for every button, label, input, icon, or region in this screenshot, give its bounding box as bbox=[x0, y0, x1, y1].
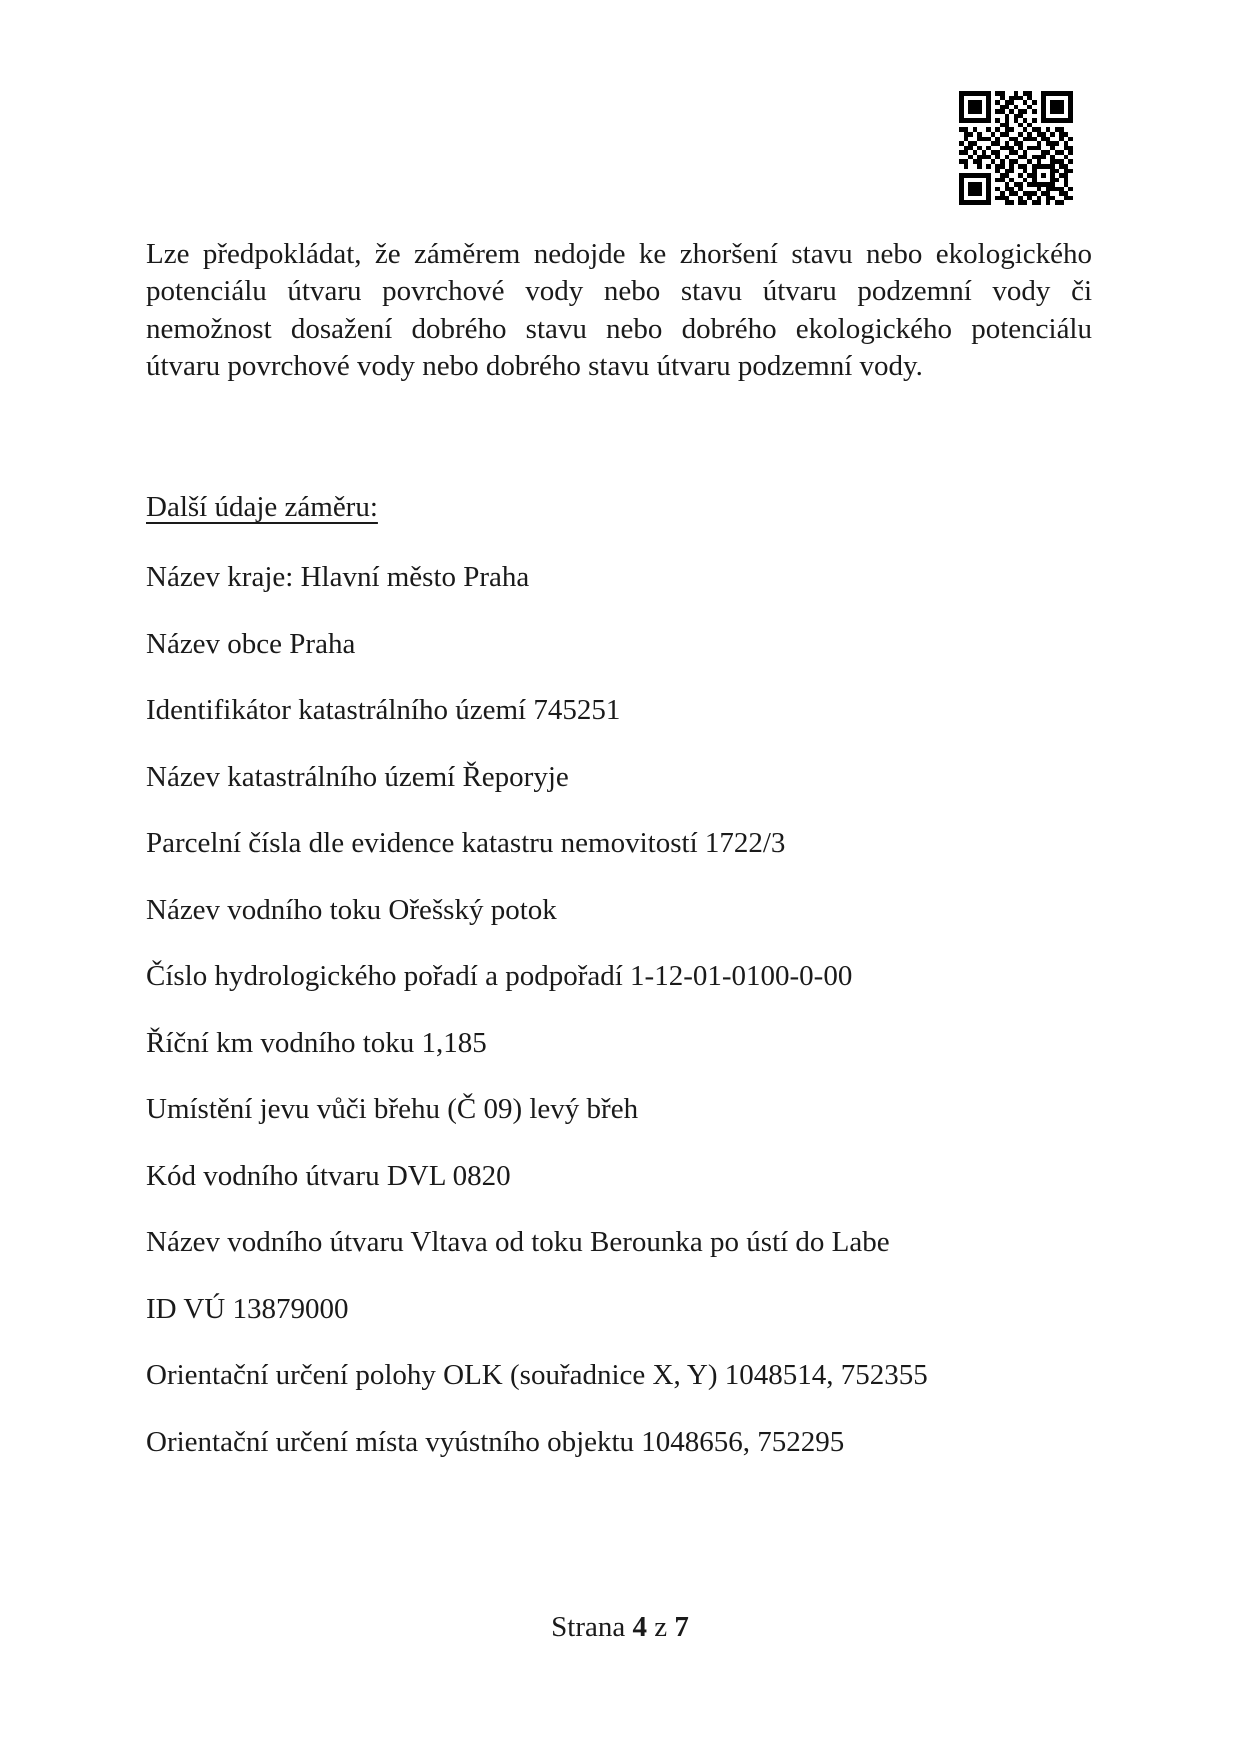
list-item-river-km: Říční km vodního toku 1,185 bbox=[146, 1026, 487, 1059]
list-item-municipality-name: Název obce Praha bbox=[146, 627, 356, 660]
qr-code bbox=[959, 91, 1073, 205]
list-item-hydrological-order: Číslo hydrologického pořadí a podpořadí 1-12-01-0100-0-00 bbox=[146, 960, 853, 992]
footer-current-page: 4 bbox=[632, 1611, 647, 1643]
list-item-parcel-numbers: Parcelní čísla dle evidence katastru nemovitostí 1722/3 bbox=[146, 827, 786, 859]
footer-separator: z bbox=[654, 1611, 668, 1643]
section-heading-text: Další údaje záměru: bbox=[146, 491, 378, 523]
footer-prefix: Strana bbox=[551, 1611, 626, 1643]
list-item-water-body-name: Název vodního útvaru Vltava od toku Berounka po ústí do Labe bbox=[146, 1226, 890, 1258]
list-item-cadastral-name: Název katastrálního území Řeporyje bbox=[146, 760, 569, 793]
paragraph-line: nemožnost dosažení dobrého stavu nebo dobrého ekologického potenciálu bbox=[146, 312, 1092, 345]
section-heading bbox=[146, 489, 378, 526]
list-item-olk-coordinates: Orientační určení polohy OLK (souřadnice X, Y) 1048514, 752355 bbox=[146, 1359, 928, 1391]
list-item-region-name: Název kraje: Hlavní město Praha bbox=[146, 561, 530, 593]
list-item-outlet-coordinates: Orientační určení místa vyústního objektu 1048656, 752295 bbox=[146, 1425, 845, 1458]
intro-paragraph bbox=[146, 236, 1092, 386]
list-item-watercourse-name: Název vodního toku Ořešský potok bbox=[146, 893, 557, 926]
list-item-water-body-code: Kód vodního útvaru DVL 0820 bbox=[146, 1159, 511, 1192]
page-footer bbox=[0, 1609, 1240, 1646]
list-item-bank-position: Umístění jevu vůči břehu (Č 09) levý břeh bbox=[146, 1093, 639, 1125]
data-list bbox=[146, 559, 1136, 1490]
list-item-cadastral-id: Identifikátor katastrálního území 745251 bbox=[146, 694, 621, 726]
paragraph-line: Lze předpokládat, že záměrem nedojde ke zhoršení stavu nebo ekologického bbox=[146, 238, 1092, 270]
footer-total-pages: 7 bbox=[674, 1611, 689, 1643]
paragraph-line: potenciálu útvaru povrchové vody nebo stavu útvaru podzemní vody či bbox=[146, 275, 1092, 308]
paragraph-line: útvaru povrchové vody nebo dobrého stavu útvaru podzemní vody. bbox=[146, 350, 923, 383]
list-item-water-body-id: ID VÚ 13879000 bbox=[146, 1292, 349, 1325]
